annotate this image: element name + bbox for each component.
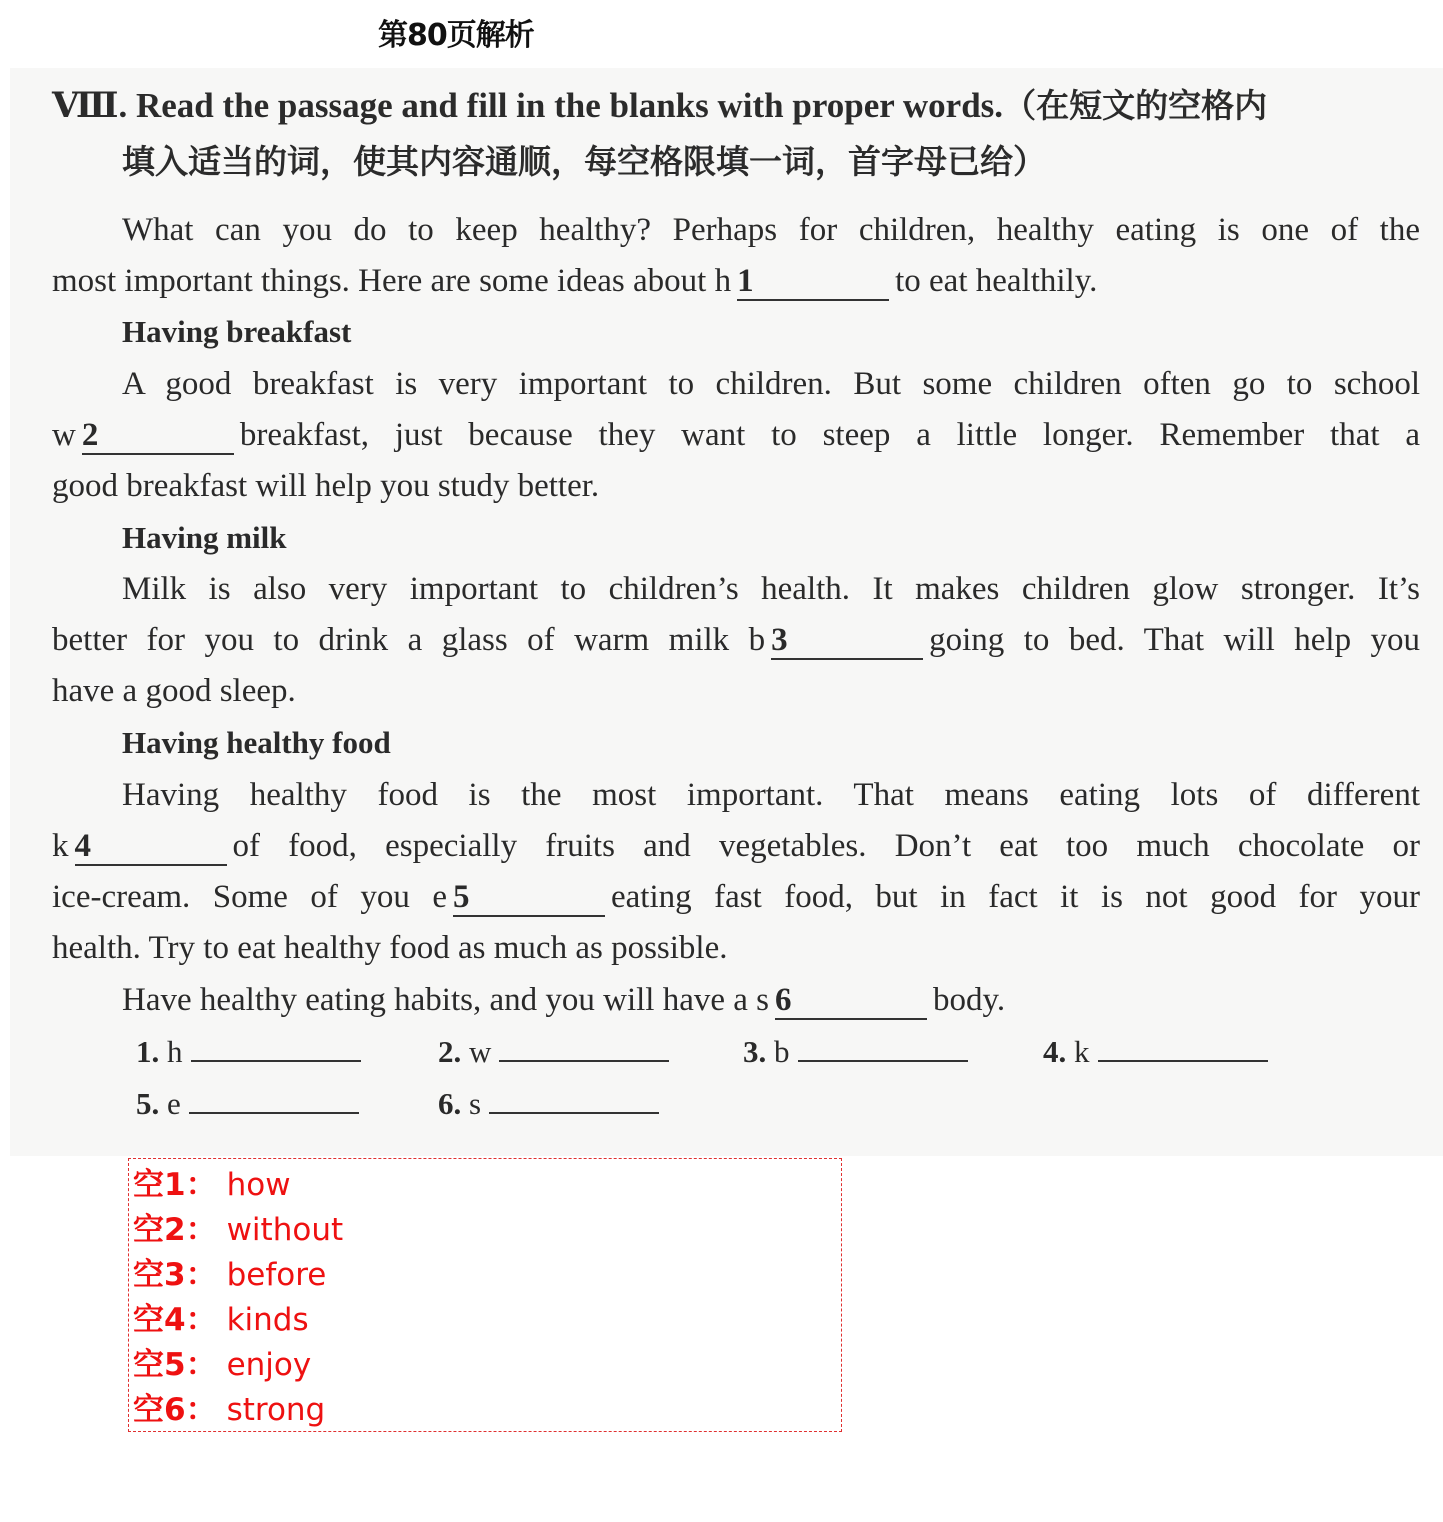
solution-line-6: 空6： strong: [133, 1392, 326, 1428]
passage-line: most important things. Here are some ideas about h 1 to eat healthily.: [52, 263, 1098, 299]
solution-line-3: 空3： before: [133, 1257, 327, 1293]
passage-line: w 2 breakfast, just because they want to steep a little longer. Remember that a: [52, 417, 1420, 453]
solution-box: [128, 1158, 842, 1432]
answer-line: 1. h: [136, 1032, 361, 1072]
passage-line: A good breakfast is very important to children. But some children often go to school: [122, 366, 1420, 402]
instruction-english: Read the passage and fill in the blanks with proper words.: [136, 86, 1004, 125]
passage-line: What can you do to keep healthy? Perhaps for children, healthy eating is one of the: [122, 212, 1420, 248]
blank-3: 3: [771, 622, 923, 660]
passage-line: k 4 of food, especially fruits and vegetables. Don’t eat too much chocolate or: [52, 828, 1420, 864]
passage-line: ice-cream. Some of you e 5 eating fast food, but in fact it is not good for your: [52, 879, 1420, 915]
passage-line: better for you to drink a glass of warm milk b 3 going to bed. That will help you: [52, 622, 1421, 658]
subheading-milk: Having milk: [122, 520, 287, 555]
blank-2: 2: [82, 417, 234, 455]
answer-line: 2. w: [438, 1032, 669, 1072]
answer-line: 6. s: [438, 1084, 659, 1124]
blank-1: 1: [737, 263, 889, 301]
passage-line: Milk is also very important to children’s health. It makes children glow stronger. It’s: [122, 571, 1420, 607]
passage-line: Have healthy eating habits, and you will have a s 6 body.: [122, 982, 1006, 1018]
solution-line-1: 空1： how: [133, 1167, 291, 1203]
answer-line: 5. e: [136, 1084, 359, 1124]
subheading-breakfast: Having breakfast: [122, 314, 352, 349]
section-numeral: Ⅷ.: [52, 86, 128, 125]
blank-6: 6: [775, 982, 927, 1020]
passage-line: health. Try to eat healthy food as much as possible.: [52, 930, 728, 966]
solution-line-5: 空5： enjoy: [133, 1347, 312, 1383]
answer-line: 3. b: [743, 1032, 968, 1072]
blank-4: 4: [75, 828, 227, 866]
subheading-healthy-food: Having healthy food: [122, 725, 391, 760]
blank-5: 5: [453, 879, 605, 917]
solution-line-4: 空4： kinds: [133, 1302, 309, 1338]
exercise-heading: [52, 78, 1422, 190]
instruction-chinese-1: （在短文的空格内: [1003, 86, 1268, 125]
passage-line: Having healthy food is the most important. That means eating lots of different: [122, 777, 1420, 813]
page-title: 第80页解析: [378, 18, 534, 53]
instruction-chinese-2: 填入适当的词，使其内容通顺，每空格限填一词，首字母已给）: [122, 142, 1046, 181]
answer-line: 4. k: [1043, 1032, 1268, 1072]
passage-line: good breakfast will help you study better.: [52, 468, 600, 504]
solution-line-2: 空2： without: [133, 1212, 344, 1248]
passage-line: have a good sleep.: [52, 673, 296, 709]
